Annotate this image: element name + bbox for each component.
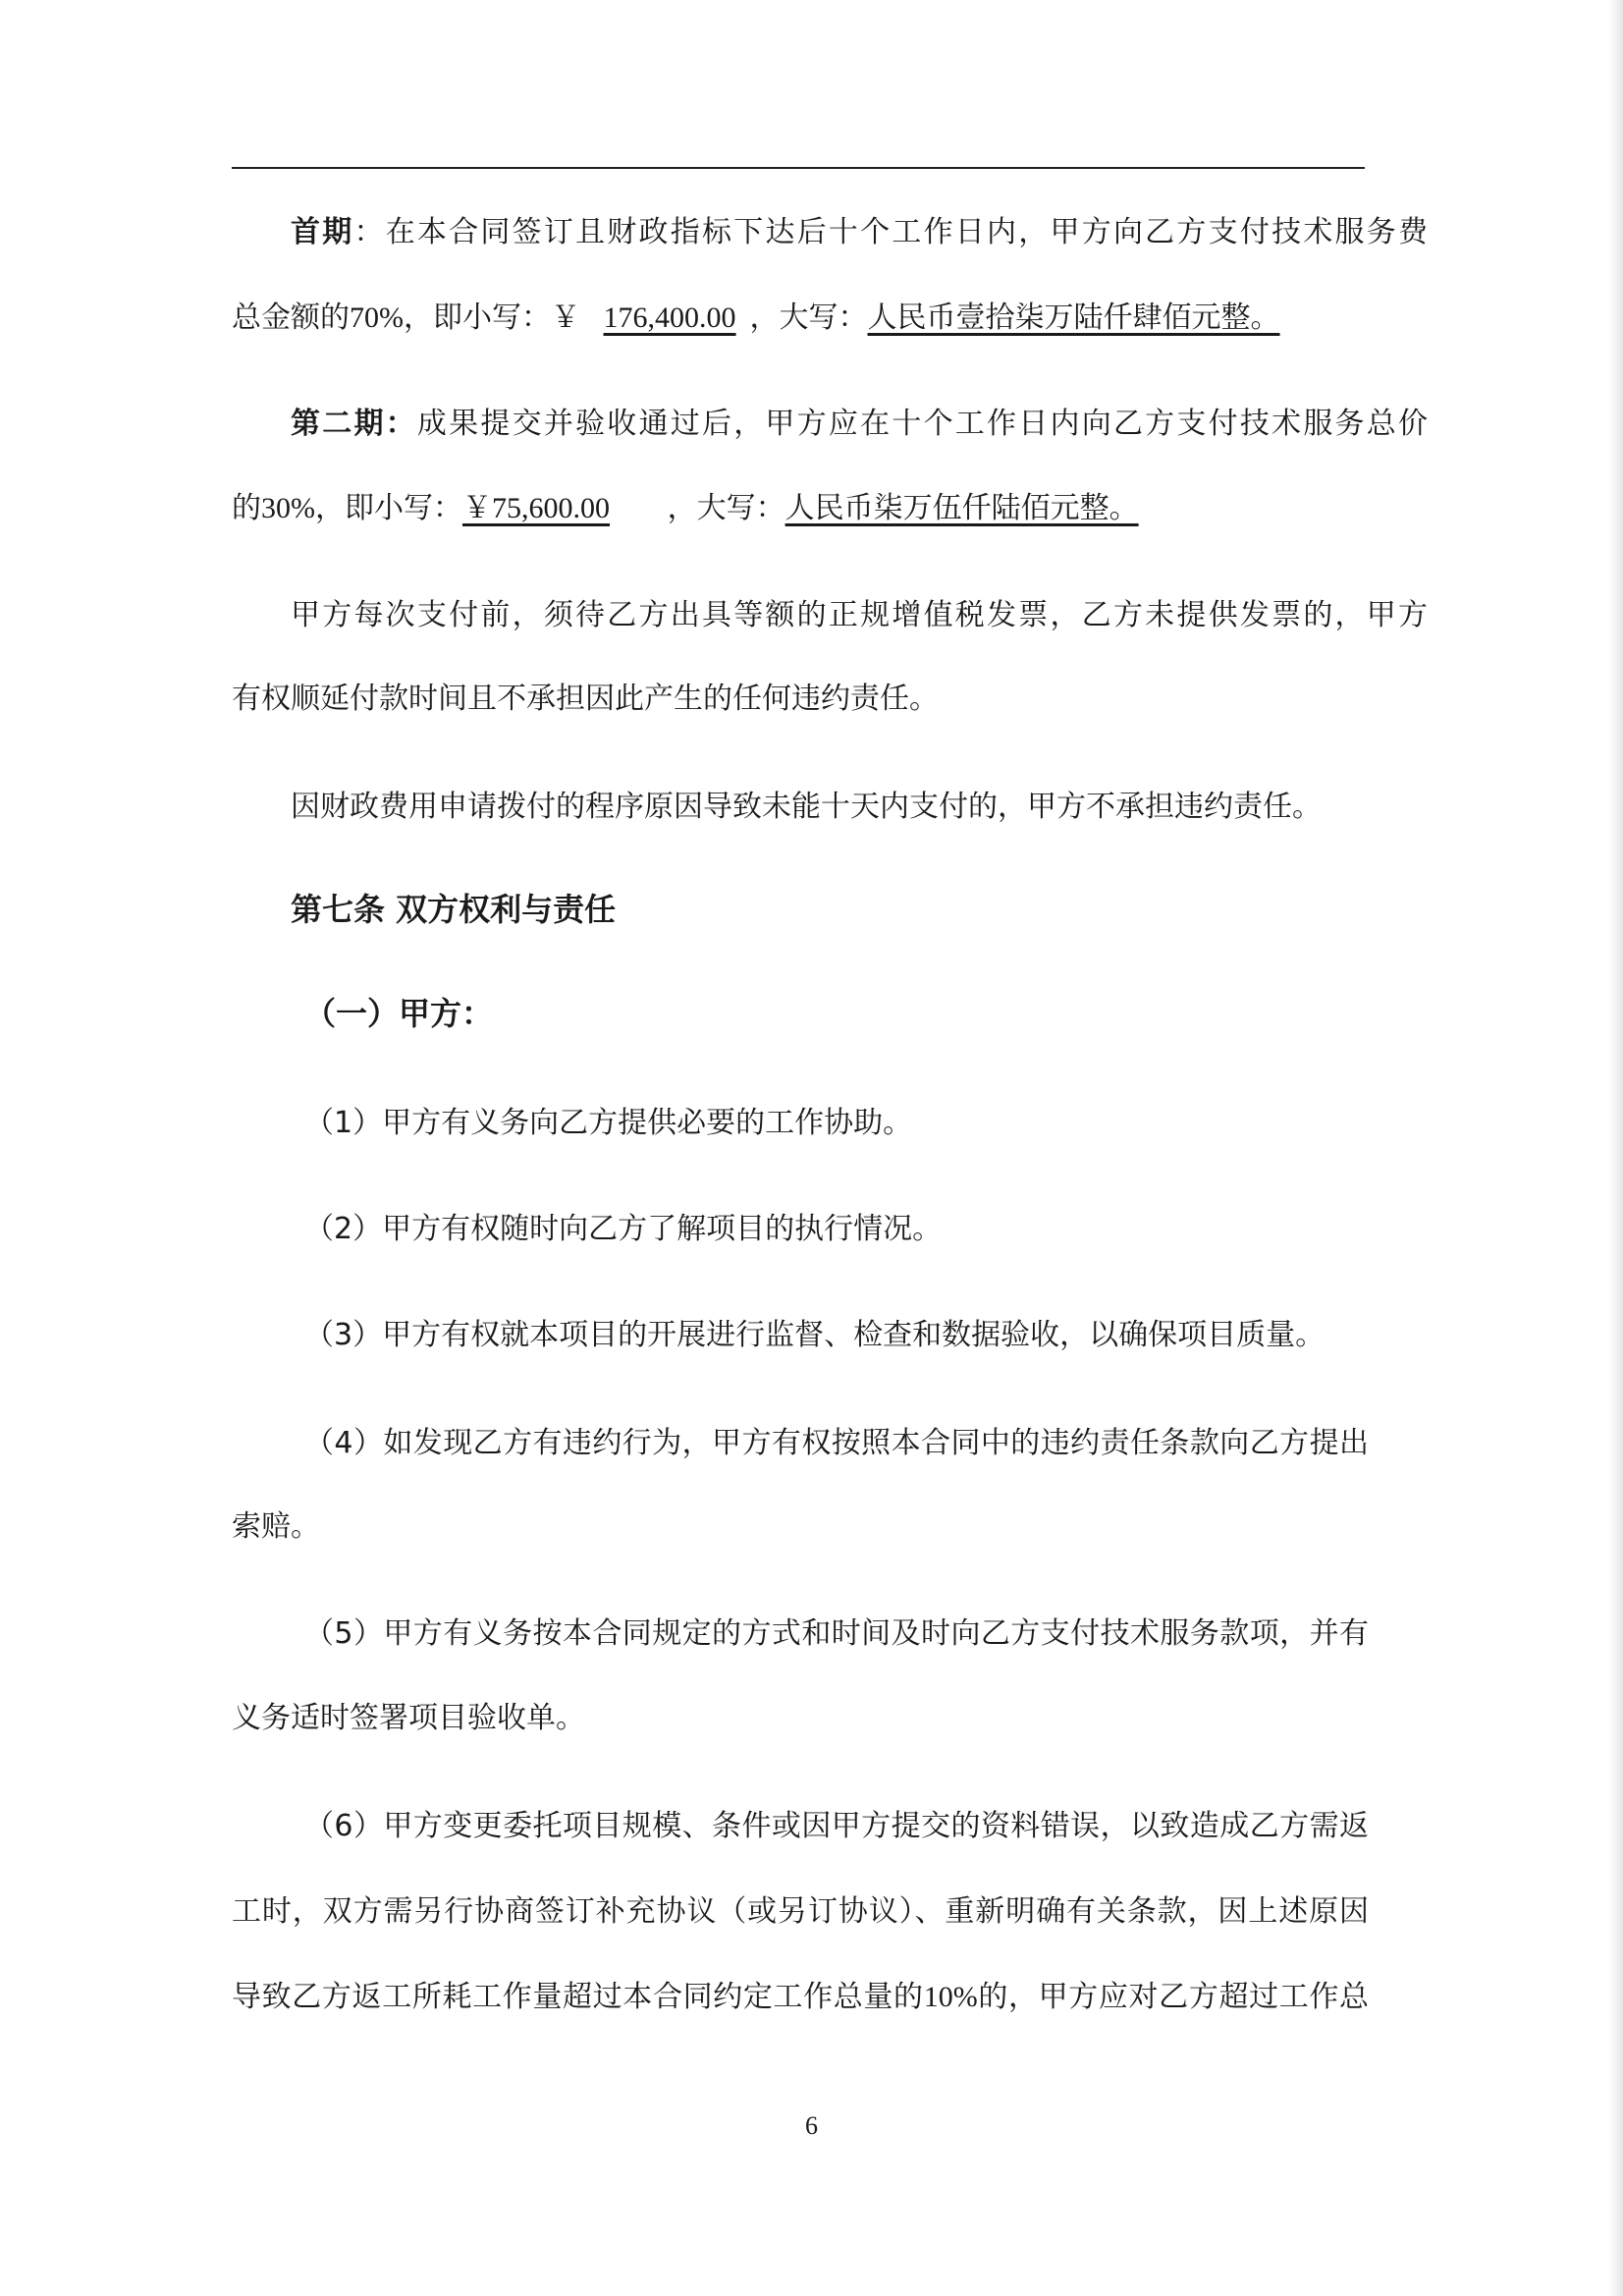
payment-second-amount: ￥75,600.00 xyxy=(462,492,610,524)
payment-first-amount-words: 人民币壹拾柒万陆仟肆佰元整。 xyxy=(867,301,1280,335)
payment-second-label: 第二期： xyxy=(291,407,417,441)
party-a-item-6-line-1: （6）甲方变更委托项目规模、条件或因甲方提交的资料错误，以致造成乙方需返 xyxy=(304,1809,1369,1843)
payment-first-capital-label: ，大写： xyxy=(749,301,868,335)
party-a-item-5-line-1: （5）甲方有义务按本合同规定的方式和时间及时向乙方支付技术服务款项，并有 xyxy=(304,1616,1369,1651)
item-6-line-3-text: 导致乙方返工所耗工作量超过本合同约定工作总量的 xyxy=(232,1980,924,2014)
payment-first-amount: 176,400.00 xyxy=(603,301,736,334)
payment-first-line-1 xyxy=(291,211,1428,254)
party-a-item-6-line-3 xyxy=(232,1976,1369,2019)
invoice-note-line-2: 有权顺延付款时间且不承担因此产生的任何违约责任。 xyxy=(232,682,939,716)
party-a-item-4-line-2: 索赔。 xyxy=(232,1509,320,1544)
payment-second-capital-label: ，大写： xyxy=(667,491,785,525)
scan-edge-shadow xyxy=(1609,0,1623,2296)
page-number: 6 xyxy=(805,2111,818,2140)
payment-first-line-2 xyxy=(232,297,1369,340)
payment-first-percent: 70% xyxy=(350,301,404,334)
payment-second-percent: 30% xyxy=(261,492,315,524)
payment-first-small-label: ，即小写：￥ xyxy=(404,301,580,335)
payment-second-line-2 xyxy=(232,487,1369,530)
party-a-item-4-line-1: （4）如发现乙方有违约行为，甲方有权按照本合同中的违约责任条款向乙方提出 xyxy=(304,1426,1369,1460)
payment-second-text: 成果提交并验收通过后，甲方应在十个工作日内向乙方支付技术服务总价 xyxy=(416,407,1429,441)
delay-note: 因财政费用申请拨付的程序原因导致未能十天内支付的，甲方不承担违约责任。 xyxy=(291,790,1322,824)
party-a-item-1: （1）甲方有义务向乙方提供必要的工作协助。 xyxy=(304,1106,913,1140)
payment-first-text: ：在本合同签订且财政指标下达后十个工作日内，甲方向乙方支付技术服务费 xyxy=(353,215,1429,249)
item-6-line-3-tail: 的，甲方应对乙方超过工作总 xyxy=(977,1980,1370,2014)
item-6-percent: 10% xyxy=(923,1981,978,2013)
party-a-item-3: （3）甲方有权就本项目的开展进行监督、检查和数据验收，以确保项目质量。 xyxy=(304,1318,1325,1352)
payment-second-line-1 xyxy=(291,403,1428,446)
payment-first-prefix: 总金额的 xyxy=(232,301,350,335)
payment-second-prefix: 的 xyxy=(232,491,261,525)
payment-second-small-label: ，即小写： xyxy=(315,491,462,525)
header-rule xyxy=(232,167,1365,169)
payment-second-amount-words: 人民币柒万伍仟陆佰元整。 xyxy=(784,491,1139,525)
invoice-note-line-1: 甲方每次支付前，须待乙方出具等额的正规增值税发票，乙方未提供发票的，甲方 xyxy=(291,598,1428,632)
payment-first-label: 首期 xyxy=(291,215,354,249)
party-a-heading: （一）甲方： xyxy=(304,995,494,1032)
article-7-heading: 第七条 双方权利与责任 xyxy=(291,891,617,928)
party-a-item-5-line-2: 义务适时签署项目验收单。 xyxy=(232,1701,585,1735)
party-a-item-6-line-2: 工时，双方需另行协商签订补充协议（或另订协议）、重新明确有关条款，因上述原因 xyxy=(232,1894,1369,1929)
party-a-item-2: （2）甲方有权随时向乙方了解项目的执行情况。 xyxy=(304,1212,943,1246)
